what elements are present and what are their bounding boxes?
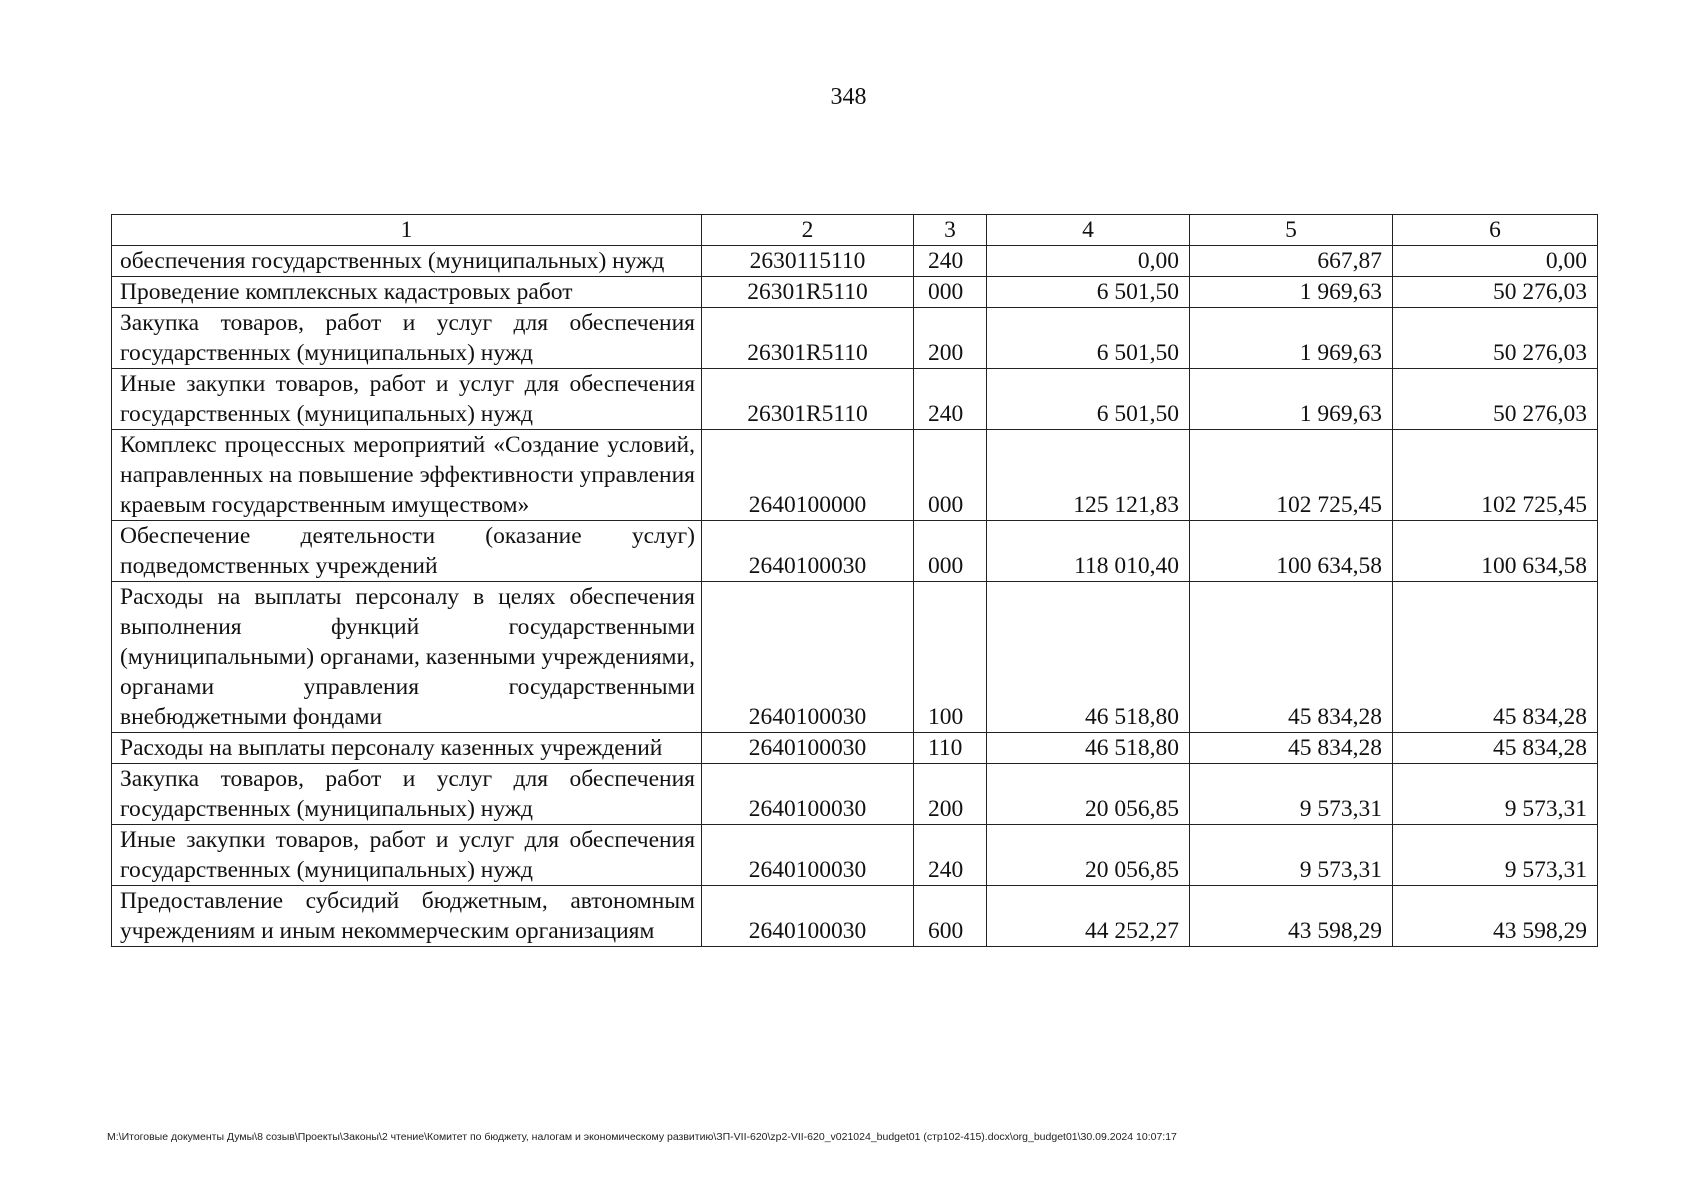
amount-cell: 6 501,50 bbox=[987, 308, 1190, 369]
expense-type-cell: 240 bbox=[914, 369, 987, 430]
expense-type-cell: 000 bbox=[914, 277, 987, 308]
amount-cell: 100 634,58 bbox=[1393, 521, 1598, 582]
amount-cell: 44 252,27 bbox=[987, 886, 1190, 947]
amount-cell: 102 725,45 bbox=[1393, 430, 1598, 521]
amount-cell: 125 121,83 bbox=[987, 430, 1190, 521]
amount-cell: 100 634,58 bbox=[1190, 521, 1393, 582]
expense-type-cell: 110 bbox=[914, 733, 987, 764]
expense-type-cell: 240 bbox=[914, 246, 987, 277]
expense-name-cell: Расходы на выплаты персоналу в целях обеспечения выполнения функций государственными (муниципальными) органами, казенными учреждениями, органами управления государственными внебюджетными фондами bbox=[112, 582, 702, 733]
amount-cell: 102 725,45 bbox=[1190, 430, 1393, 521]
expense-type-cell: 000 bbox=[914, 430, 987, 521]
target-article-cell: 26301R5110 bbox=[702, 308, 914, 369]
expense-name-cell: Проведение комплексных кадастровых работ bbox=[112, 277, 702, 308]
table-row bbox=[112, 733, 1598, 764]
amount-cell: 0,00 bbox=[987, 246, 1190, 277]
target-article-cell: 26301R5110 bbox=[702, 277, 914, 308]
expense-name-cell: Иные закупки товаров, работ и услуг для обеспечения государственных (муниципальных) нужд bbox=[112, 825, 702, 886]
column-header: 4 bbox=[987, 215, 1190, 246]
amount-cell: 9 573,31 bbox=[1393, 764, 1598, 825]
budget-table bbox=[111, 214, 1598, 947]
amount-cell: 118 010,40 bbox=[987, 521, 1190, 582]
expense-name-cell: Иные закупки товаров, работ и услуг для обеспечения государственных (муниципальных) нужд bbox=[112, 369, 702, 430]
target-article-cell: 2640100030 bbox=[702, 733, 914, 764]
target-article-cell: 2630115110 bbox=[702, 246, 914, 277]
table-body bbox=[112, 246, 1598, 947]
amount-cell: 1 969,63 bbox=[1190, 369, 1393, 430]
table-row bbox=[112, 886, 1598, 947]
column-header: 2 bbox=[702, 215, 914, 246]
target-article-cell: 2640100000 bbox=[702, 430, 914, 521]
table-row bbox=[112, 277, 1598, 308]
amount-cell: 50 276,03 bbox=[1393, 277, 1598, 308]
amount-cell: 46 518,80 bbox=[987, 582, 1190, 733]
expense-name-cell: Комплекс процессных мероприятий «Создание условий, направленных на повышение эффективности управления краевым государственным имуществом» bbox=[112, 430, 702, 521]
table-row bbox=[112, 308, 1598, 369]
amount-cell: 20 056,85 bbox=[987, 825, 1190, 886]
column-header: 1 bbox=[112, 215, 702, 246]
expense-type-cell: 000 bbox=[914, 521, 987, 582]
table-row bbox=[112, 582, 1598, 733]
amount-cell: 45 834,28 bbox=[1393, 733, 1598, 764]
target-article-cell: 2640100030 bbox=[702, 582, 914, 733]
amount-cell: 9 573,31 bbox=[1190, 764, 1393, 825]
amount-cell: 43 598,29 bbox=[1190, 886, 1393, 947]
expense-type-cell: 240 bbox=[914, 825, 987, 886]
table-row bbox=[112, 369, 1598, 430]
amount-cell: 20 056,85 bbox=[987, 764, 1190, 825]
table-row bbox=[112, 764, 1598, 825]
target-article-cell: 2640100030 bbox=[702, 521, 914, 582]
expense-name-cell: Закупка товаров, работ и услуг для обеспечения государственных (муниципальных) нужд bbox=[112, 308, 702, 369]
amount-cell: 1 969,63 bbox=[1190, 277, 1393, 308]
amount-cell: 0,00 bbox=[1393, 246, 1598, 277]
column-header: 5 bbox=[1190, 215, 1393, 246]
expense-type-cell: 200 bbox=[914, 764, 987, 825]
amount-cell: 9 573,31 bbox=[1190, 825, 1393, 886]
amount-cell: 45 834,28 bbox=[1190, 582, 1393, 733]
expense-type-cell: 100 bbox=[914, 582, 987, 733]
target-article-cell: 2640100030 bbox=[702, 886, 914, 947]
document-path-footer: M:\Итоговые документы Думы\8 созыв\Проекты\Законы\2 чтение\Комитет по бюджету, налогам и экономическому развитию\ЗП-VII-620\zp2-VII-620_v021024_budget01 (стр102-415).docx\org_budget01\30.09.2024 10:07:17 bbox=[107, 1131, 1177, 1143]
amount-cell: 6 501,50 bbox=[987, 369, 1190, 430]
table-row bbox=[112, 521, 1598, 582]
expense-name-cell: Предоставление субсидий бюджетным, автономным учреждениям и иным некоммерческим организациям bbox=[112, 886, 702, 947]
table-row bbox=[112, 430, 1598, 521]
amount-cell: 667,87 bbox=[1190, 246, 1393, 277]
table-header-row bbox=[112, 215, 1598, 246]
column-header: 6 bbox=[1393, 215, 1598, 246]
amount-cell: 9 573,31 bbox=[1393, 825, 1598, 886]
amount-cell: 45 834,28 bbox=[1190, 733, 1393, 764]
amount-cell: 45 834,28 bbox=[1393, 582, 1598, 733]
amount-cell: 46 518,80 bbox=[987, 733, 1190, 764]
table-row bbox=[112, 825, 1598, 886]
expense-name-cell: Расходы на выплаты персоналу казенных учреждений bbox=[112, 733, 702, 764]
expense-name-cell: обеспечения государственных (муниципальных) нужд bbox=[112, 246, 702, 277]
table-row bbox=[112, 246, 1598, 277]
target-article-cell: 2640100030 bbox=[702, 825, 914, 886]
amount-cell: 50 276,03 bbox=[1393, 308, 1598, 369]
target-article-cell: 2640100030 bbox=[702, 764, 914, 825]
expense-type-cell: 600 bbox=[914, 886, 987, 947]
amount-cell: 1 969,63 bbox=[1190, 308, 1393, 369]
amount-cell: 50 276,03 bbox=[1393, 369, 1598, 430]
expense-name-cell: Закупка товаров, работ и услуг для обеспечения государственных (муниципальных) нужд bbox=[112, 764, 702, 825]
expense-type-cell: 200 bbox=[914, 308, 987, 369]
page-number: 348 bbox=[830, 84, 867, 110]
expense-name-cell: Обеспечение деятельности (оказание услуг) подведомственных учреждений bbox=[112, 521, 702, 582]
amount-cell: 43 598,29 bbox=[1393, 886, 1598, 947]
amount-cell: 6 501,50 bbox=[987, 277, 1190, 308]
column-header: 3 bbox=[914, 215, 987, 246]
target-article-cell: 26301R5110 bbox=[702, 369, 914, 430]
